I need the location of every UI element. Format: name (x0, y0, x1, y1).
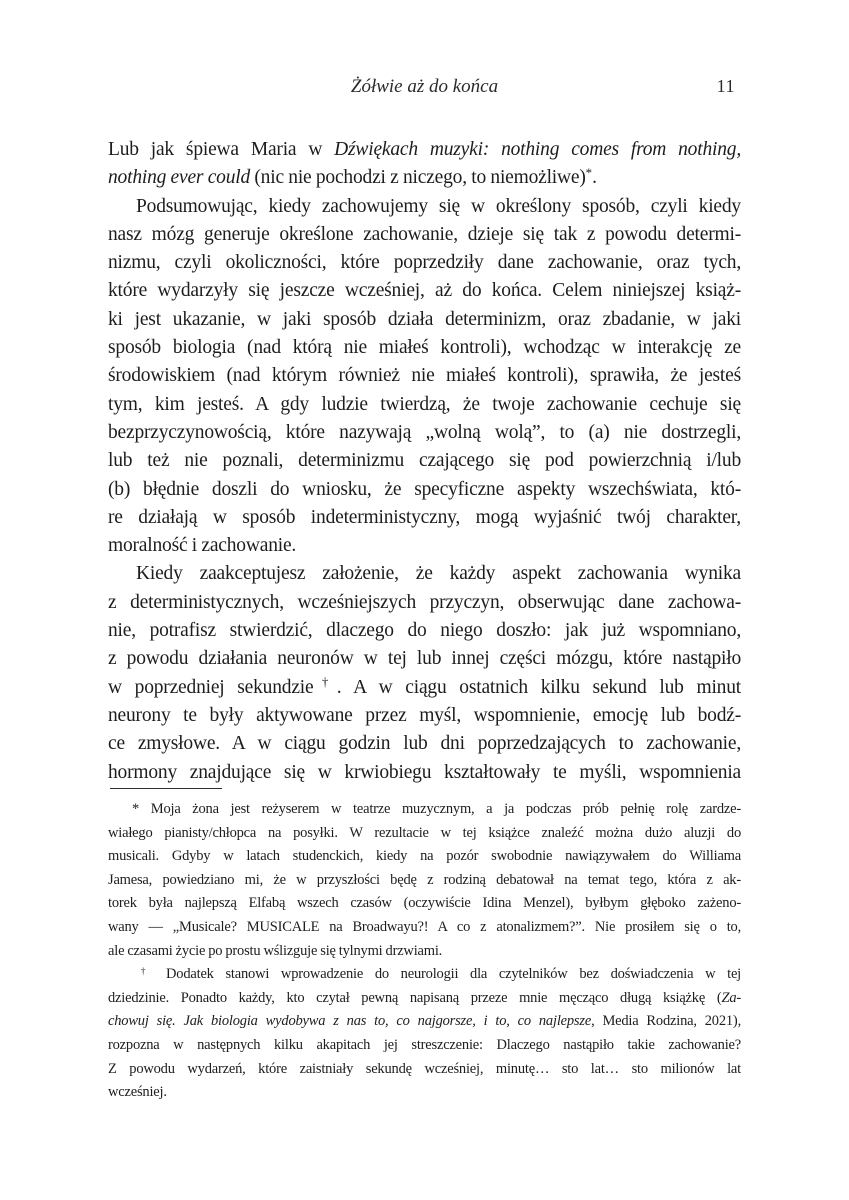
text-line (108, 648, 741, 676)
text-segment: ale czasami życie po prostu wślizguje się tylnymi drzwiami. (108, 942, 443, 959)
text-segment: które wydarzyły się jeszcze wcześniej, aż do końca. Celem niniejszej książ- (108, 280, 741, 302)
text-segment: z powodu działania neuronów w tej lub innej części mózgu, które nastąpiło (108, 648, 741, 670)
text-segment: z deterministycznych, wcześniejszych przyczyn, obserwując dane zachowa- (108, 591, 741, 613)
text-segment: : (482, 139, 502, 160)
text-line (108, 705, 741, 733)
text-line (108, 895, 741, 919)
text-segment: (nic nie pochodzi z niczego, to niemożliwe) (250, 167, 586, 189)
text-segment: nie, potrafisz stwierdzić, dlaczego do niego doszło: jak już wspomniano, (108, 620, 741, 642)
footnotes (108, 801, 741, 1108)
text-line (108, 848, 741, 872)
text-segment: ce zmysłowe. A w ciągu godzin lub dni poprzedzających to zachowanie, (108, 733, 741, 755)
text-line (108, 966, 741, 990)
footnote (108, 801, 741, 966)
text-segment: bezprzyczynowością, które nazywają „wolną wolą”, to (a) nie dostrzegli, (108, 421, 741, 443)
footnote (108, 966, 741, 1108)
text-segment: nasz mózg generuje określone zachowanie, dzieje się tak z powodu determi- (108, 223, 741, 245)
text-segment: dziedzinie. Ponadto każdy, kto czytał pewną napisaną przeze mnie męcząco długą książkę ( (108, 989, 722, 1006)
text-line (108, 422, 741, 450)
paragraph (108, 563, 741, 789)
text-line (108, 677, 741, 705)
text-line (108, 620, 741, 648)
text-line (108, 139, 741, 167)
text-segment: Dodatek stanowi wprowadzenie do neurologii dla czytelników bez doświadczenia w tej (154, 966, 741, 983)
text-segment: (b) błędnie doszli do wniosku, że specyficzne aspekty wszechświata, któ- (108, 478, 741, 500)
text-segment: neurony te były aktywowane przez myśl, wspomnienie, emocję lub bodź- (108, 704, 741, 726)
text-segment: Podsumowując, kiedy zachowujemy się w określony sposób, czyli kiedy (136, 195, 741, 217)
text-line (108, 762, 741, 790)
text-line (108, 280, 741, 308)
paragraph-indent (108, 977, 132, 978)
text-segment: Lub jak śpiewa Maria w (108, 139, 335, 160)
text-segment: re działają w sposób indeterministyczny, mogą wyjaśnić twój charakter, (108, 506, 741, 528)
running-header (108, 76, 741, 102)
text-line (108, 224, 741, 252)
text-segment: moralność i zachowanie. (108, 535, 297, 557)
text-line (108, 1013, 741, 1037)
text-line (108, 479, 741, 507)
text-segment: hormony znajdujące się w krwiobiegu kształtowały te myśli, wspomnienia (108, 761, 741, 783)
page-number: 11 (716, 76, 735, 96)
text-segment: . (592, 167, 597, 189)
text-segment: Kiedy zaakceptujesz założenie, że każdy aspekt zachowania wynika (136, 563, 741, 585)
text-line (108, 507, 741, 535)
text-line (108, 394, 741, 422)
text-segment: tym, kim jesteś. A gdy ludzie twierdzą, że twoje zachowanie cechuje się (108, 393, 741, 415)
text-line (108, 167, 741, 195)
text-line (108, 196, 741, 224)
text-segment: w poprzedniej sekundzie (108, 676, 314, 698)
text-line (108, 592, 741, 620)
footnote-marker: † (132, 966, 155, 977)
text-line (108, 825, 741, 849)
text-segment: nizmu, czyli okoliczności, które poprzedziły dane zachowanie, oraz tych, (108, 252, 741, 274)
text-segment: środowiskiem (nad którym również nie miałeś kontroli), sprawiła, że jesteś (108, 365, 741, 387)
text-line (108, 872, 741, 896)
text-line (108, 919, 741, 943)
text-segment: Jamesa, powiedziano mi, że w przyszłości będę z rodziną debatował na temat tego, która z ak- (108, 871, 741, 888)
footnote-marker: † (313, 676, 337, 690)
text-line (108, 337, 741, 365)
text-segment: rozpozna w następnych kilku akapitach jej streszczenie: Dlaczego nastąpiło takie zachowanie? (108, 1036, 741, 1053)
text-segment: lub też nie poznali, determinizmu czającego się pod powierzchnią i/lub (108, 450, 741, 472)
text-line (108, 535, 741, 563)
text-segment: torek była najlepszą Elfabą wszech czasów (oczywiście Idina Menzel), byłbym głęboko zażeno- (108, 895, 741, 912)
text-segment: wany — „Musicale? MUSICALE na Broadwayu?! A co z atonalizmem?”. Nie prosiłem się o to, (108, 918, 741, 935)
text-line (108, 990, 741, 1014)
text-line (108, 1061, 741, 1085)
text-segment: nothing comes from nothing, (501, 139, 741, 160)
text-segment: , Media Rodzina, 2021), (591, 1013, 741, 1030)
text-segment: * Moja żona jest reżyserem w teatrze muzycznym, a ja podczas prób pełnię rolę zardze- (132, 801, 741, 817)
text-line (108, 365, 741, 393)
paragraph-indent (108, 812, 132, 813)
text-line (108, 450, 741, 478)
chapter-title: Żółwie aż do końca (350, 76, 499, 97)
paragraph-indent (108, 211, 136, 212)
text-segment: . A w ciągu ostatnich kilku sekund lub minut (336, 676, 741, 698)
text-line (108, 309, 741, 337)
text-segment: wcześniej. (108, 1084, 167, 1101)
text-line (108, 252, 741, 280)
paragraph (108, 139, 741, 196)
body-text (108, 139, 741, 790)
footnote-marker: * (585, 167, 593, 181)
text-line (108, 801, 741, 825)
text-segment: Za- (721, 989, 741, 1006)
text-segment: sposób biologia (nad którą nie miałeś kontroli), wchodząc w interakcję ze (108, 337, 741, 359)
text-segment: musicali. Gdyby w latach studenckich, kiedy na pozór swobodnie nawiązywałem do Williama (108, 848, 741, 865)
text-line (108, 1084, 741, 1108)
text-segment: chowuj się. Jak biologia wydobywa z nas to, co najgorsze, i to, co najlepsze (108, 1013, 592, 1030)
text-segment: ki jest ukazanie, w jaki sposób działa determinizm, oraz zbadanie, w jaki (108, 308, 741, 330)
text-line (108, 1037, 741, 1061)
text-segment: wiałego pianisty/chłopca na posyłki. W rezultacie w tej książce znaleźć można dużo aluzji do (108, 824, 741, 841)
text-segment: Z powodu wydarzeń, które zaistniały sekundę wcześniej, minutę… sto lat… sto milionów lat (108, 1060, 741, 1077)
text-line (108, 733, 741, 761)
text-segment: Dźwiękach muzyki (334, 139, 483, 160)
text-line (108, 563, 741, 591)
paragraph-indent (108, 578, 136, 579)
footnote-separator (110, 788, 222, 789)
text-segment: nothing ever could (108, 167, 251, 189)
paragraph (108, 196, 741, 564)
text-line (108, 943, 741, 967)
